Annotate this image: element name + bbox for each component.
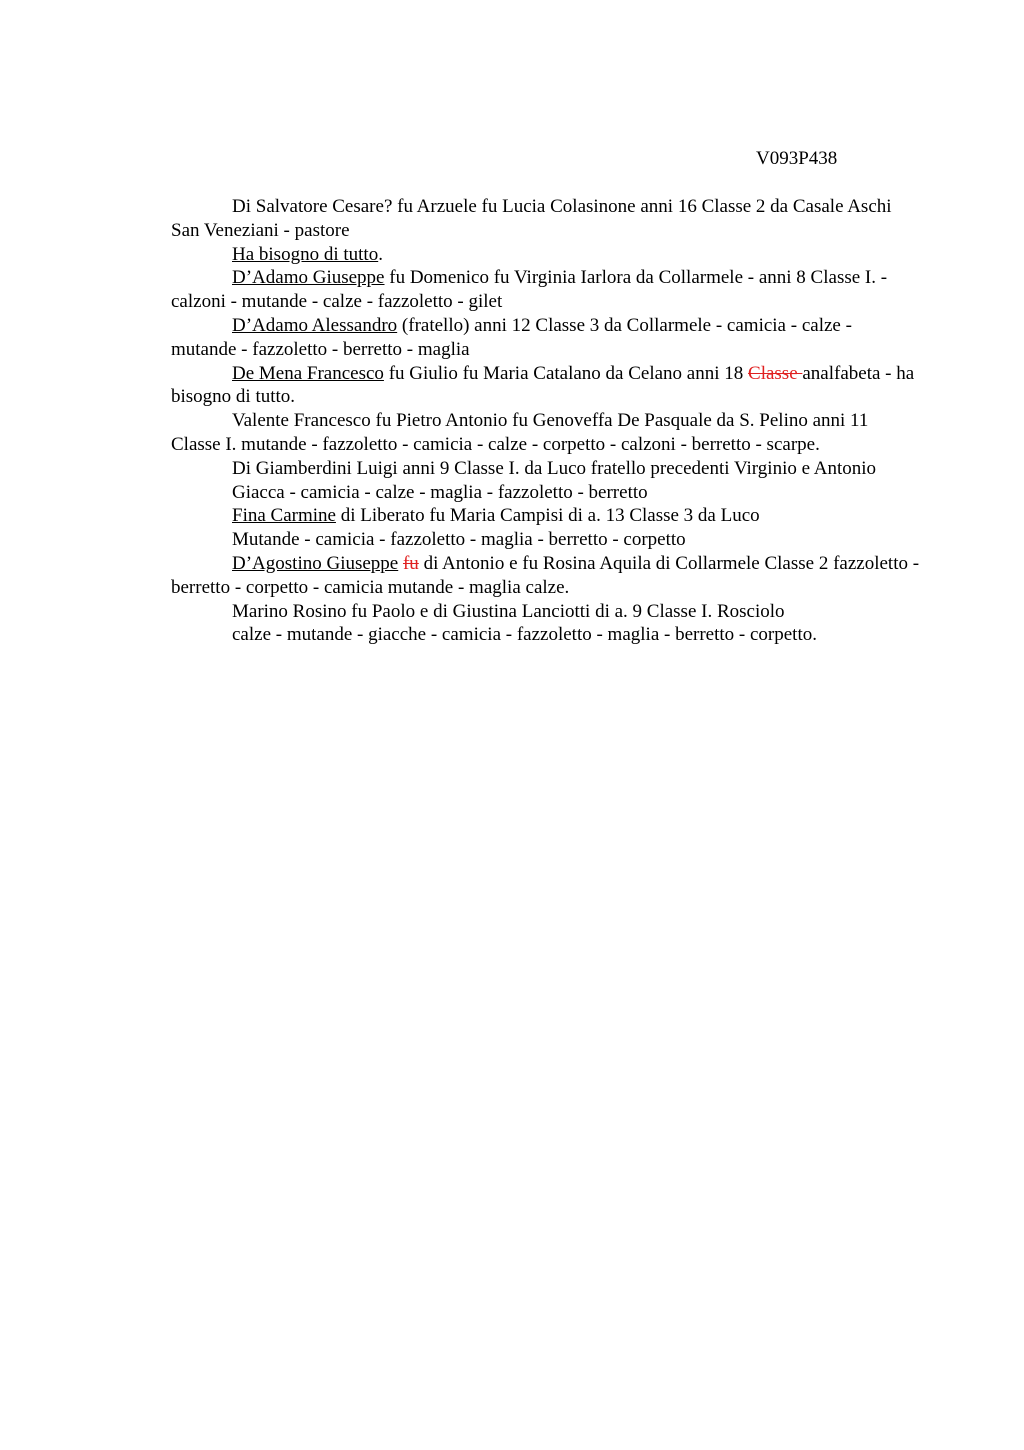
underlined-name: Ha bisogno di tutto (232, 243, 379, 265)
text-segment: fu Giulio fu Maria Catalano da Celano anni 18 (383, 362, 749, 384)
text-segment: analfabeta - ha bisogno di tutto. (171, 362, 915, 408)
underlined-name: D’Adamo Giuseppe (232, 267, 385, 289)
underlined-name: D’Adamo Alessandro (232, 314, 398, 336)
transcription-paragraph (171, 504, 921, 528)
text-segment: di Antonio e fu Rosina Aquila di Collarmele Classe 2 fazzoletto - berretto - corpetto - camicia mutande - maglia calze. (171, 552, 920, 598)
struck-deletion: Classe (748, 362, 803, 384)
underlined-name: D’Agostino Giuseppe (232, 552, 399, 574)
transcription-paragraph (171, 314, 921, 362)
transcription-paragraph (171, 623, 921, 647)
transcription-paragraph (171, 457, 921, 481)
text-segment: Di Salvatore Cesare? fu Arzuele fu Lucia Colasinone anni 16 Classe 2 da Casale Aschi San Veneziani - pastore (171, 196, 892, 241)
text-segment: Giacca - camicia - calze - maglia - fazzoletto - berretto (232, 481, 648, 503)
transcription-paragraph (171, 409, 921, 457)
text-segment: di Liberato fu Maria Campisi di a. 13 Classe 3 da Luco (335, 505, 760, 527)
text-segment: Marino Rosino fu Paolo e di Giustina Lanciotti di a. 9 Classe I. Rosciolo (232, 600, 785, 622)
text-segment: (fratello) anni 12 Classe 3 da Collarmele - camicia - calze - mutande - fazzoletto - berretto - maglia (171, 314, 852, 360)
text-segment: calze - mutande - giacche - camicia - fazzoletto - maglia - berretto - corpetto. (232, 624, 817, 646)
transcription-paragraph (171, 528, 921, 552)
text-segment: Di Giamberdini Luigi anni 9 Classe I. da Luco fratello precedenti Virginio e Antonio (232, 457, 877, 479)
struck-deletion: fu (402, 552, 419, 574)
transcription-paragraph (171, 266, 921, 314)
text-segment: Valente Francesco fu Pietro Antonio fu Genoveffa De Pasquale da S. Pelino anni 11 Classe I. mutande - fazzoletto - camicia - calze - corpetto - calzoni - berretto - scarpe. (171, 410, 869, 455)
underlined-name: De Mena Francesco (232, 362, 384, 384)
transcription-paragraph (171, 552, 921, 600)
transcription-paragraph (171, 600, 921, 624)
text-segment: fu Domenico fu Virginia Iarlora da Collarmele - anni 8 Classe I. - calzoni - mutande - calze - fazzoletto - gilet (171, 267, 888, 313)
transcription-paragraph (171, 481, 921, 505)
transcription-body (171, 195, 921, 647)
page-identifier: V093P438 (756, 148, 838, 169)
underlined-name: Fina Carmine (232, 505, 336, 527)
text-segment: . (378, 243, 383, 265)
transcription-paragraph (171, 362, 921, 410)
transcription-paragraph (171, 243, 921, 267)
text-segment: Mutande - camicia - fazzoletto - maglia - berretto - corpetto (232, 529, 686, 551)
transcription-paragraph (171, 195, 921, 243)
